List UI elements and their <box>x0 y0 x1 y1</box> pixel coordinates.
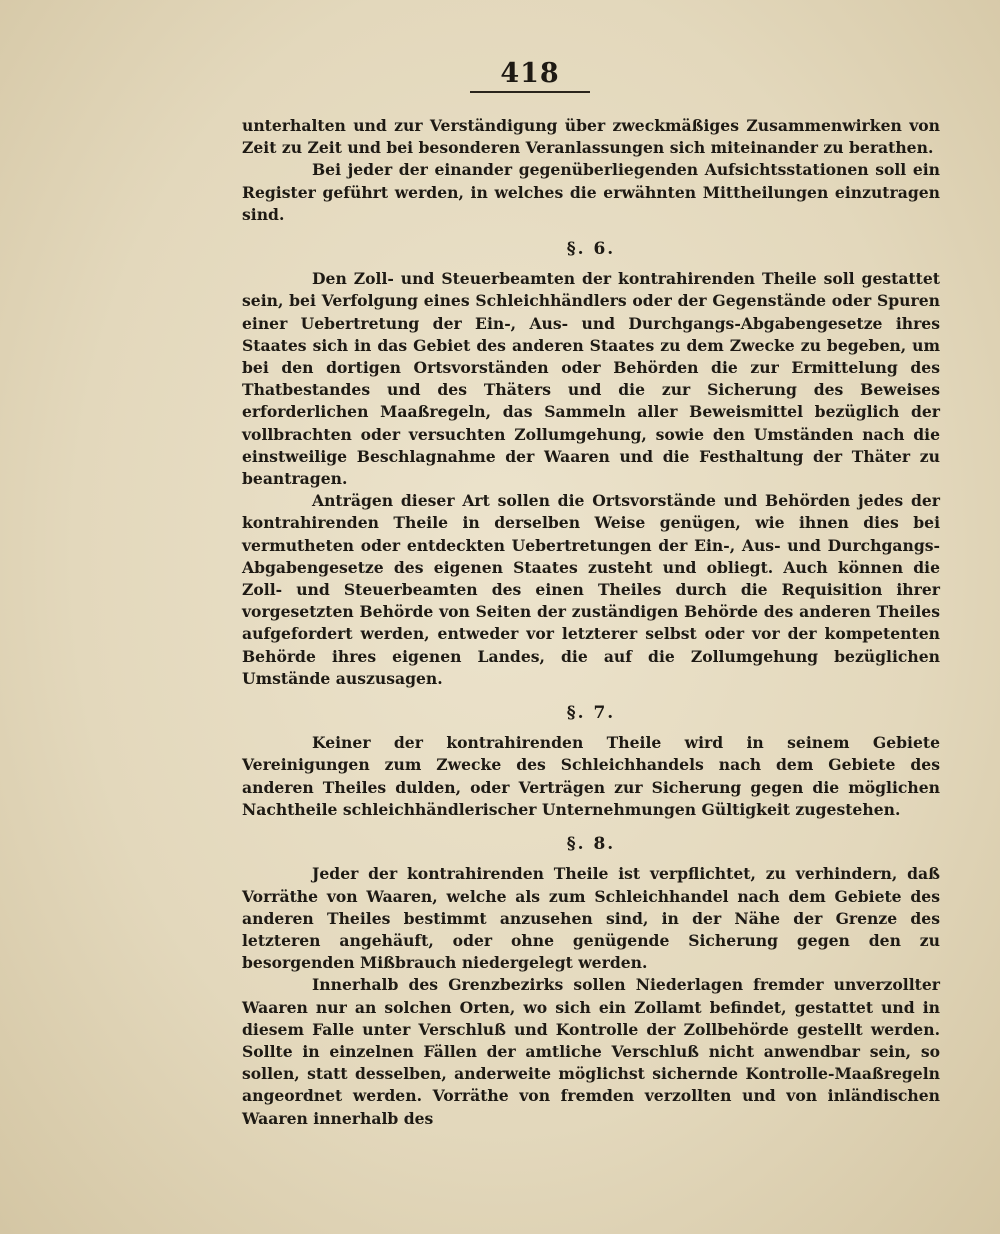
section-heading: §. 8. <box>566 834 616 855</box>
paragraph: Den Zoll- und Steuerbeamten der kontrahirenden Theile soll gestattet sein, bei Verfolgung eines Schleichhändlers oder der Gegenstände oder Spuren einer Uebertretung der Ein-, Aus- und Durchgangs-Abgabengesetze ihres Staates sich in das Gebiet des anderen Staates zu dem Zwecke zu begeben, um bei den dortigen Ortsvorständen oder Behörden die zur Ermittelung des Thatbestandes und des Thäters und die zur Sicherung des Beweises erforderlichen Maaßregeln, das Sammeln aller Beweismittel bezüglich der vollbrachten oder versuchten Zollumgehung, sowie den Umständen nach die einstweilige Beschlagnahme der Waaren und die Festhaltung der Thäter zu beantragen. <box>242 269 940 489</box>
paragraph: Jeder der kontrahirenden Theile ist verpflichtet, zu verhindern, daß Vorräthe von Waaren, welche als zum Schleichhandel nach dem Gebiete des anderen Theiles bestimmt anzusehen sind, in der Nähe der Grenze des letzteren angehäuft, oder ohne genügende Sicherung gegen den zu besorgenden Mißbrauch niedergelegt werden. <box>242 864 940 973</box>
paragraph: Anträgen dieser Art sollen die Ortsvorstände und Behörden jedes der kontrahirenden Theile in derselben Weise genügen, wie ihnen dies bei vermutheten oder entdeckten Uebertretungen der Ein-, Aus- und Durchgangs-Abgabengesetze des eigenen Staates zusteht und obliegt. Auch können die Zoll- und Steuerbeamten des einen Theiles durch die Requisition ihrer vorgesetzten Behörde von Seiten der zuständigen Behörde des anderen Theiles aufgefordert werden, entweder vor letzterer selbst oder vor der kompetenten Behörde ihres eigenen Landes, die auf die Zollumgehung bezüglichen Umstände auszusagen. <box>242 491 940 688</box>
page-number: 418 <box>470 58 589 93</box>
paragraph: Innerhalb des Grenzbezirks sollen Niederlagen fremder unverzollter Waaren nur an solchen Orten, wo sich ein Zollamt befindet, gestattet und in diesem Falle unter Verschluß und Kontrolle der Zollbehörde gestellt werden. Sollte in einzelnen Fällen der amtliche Verschluß nicht anwendbar sein, so sollen, statt desselben, anderweite möglichst sichernde Kontrolle-Maaßregeln angeordnet werden. Vorräthe von fremden verzollten und von inländischen Waaren innerhalb des <box>242 975 940 1128</box>
paragraph: unterhalten und zur Verständigung über zweckmäßiges Zusammenwirken von Zeit zu Zeit und bei besonderen Veranlassungen sich miteinander zu berathen. <box>242 116 940 158</box>
paragraph: Keiner der kontrahirenden Theile wird in seinem Gebiete Vereinigungen zum Zwecke des Schleichhandels nach dem Gebiete des anderen Theiles dulden, oder Verträgen zur Sicherung gegen die möglichen Nachtheile schleichhändlerischer Unternehmungen Gültigkeit zugestehen. <box>242 733 940 819</box>
page-header <box>0 58 1000 93</box>
paragraph: Bei jeder der einander gegenüberliegenden Aufsichtsstationen soll ein Register geführt werden, in welches die erwähnten Mittheilungen einzutragen sind. <box>242 160 940 224</box>
section-heading: §. 7. <box>566 703 616 724</box>
body-text <box>242 115 940 1130</box>
section-heading: §. 6. <box>566 239 616 260</box>
